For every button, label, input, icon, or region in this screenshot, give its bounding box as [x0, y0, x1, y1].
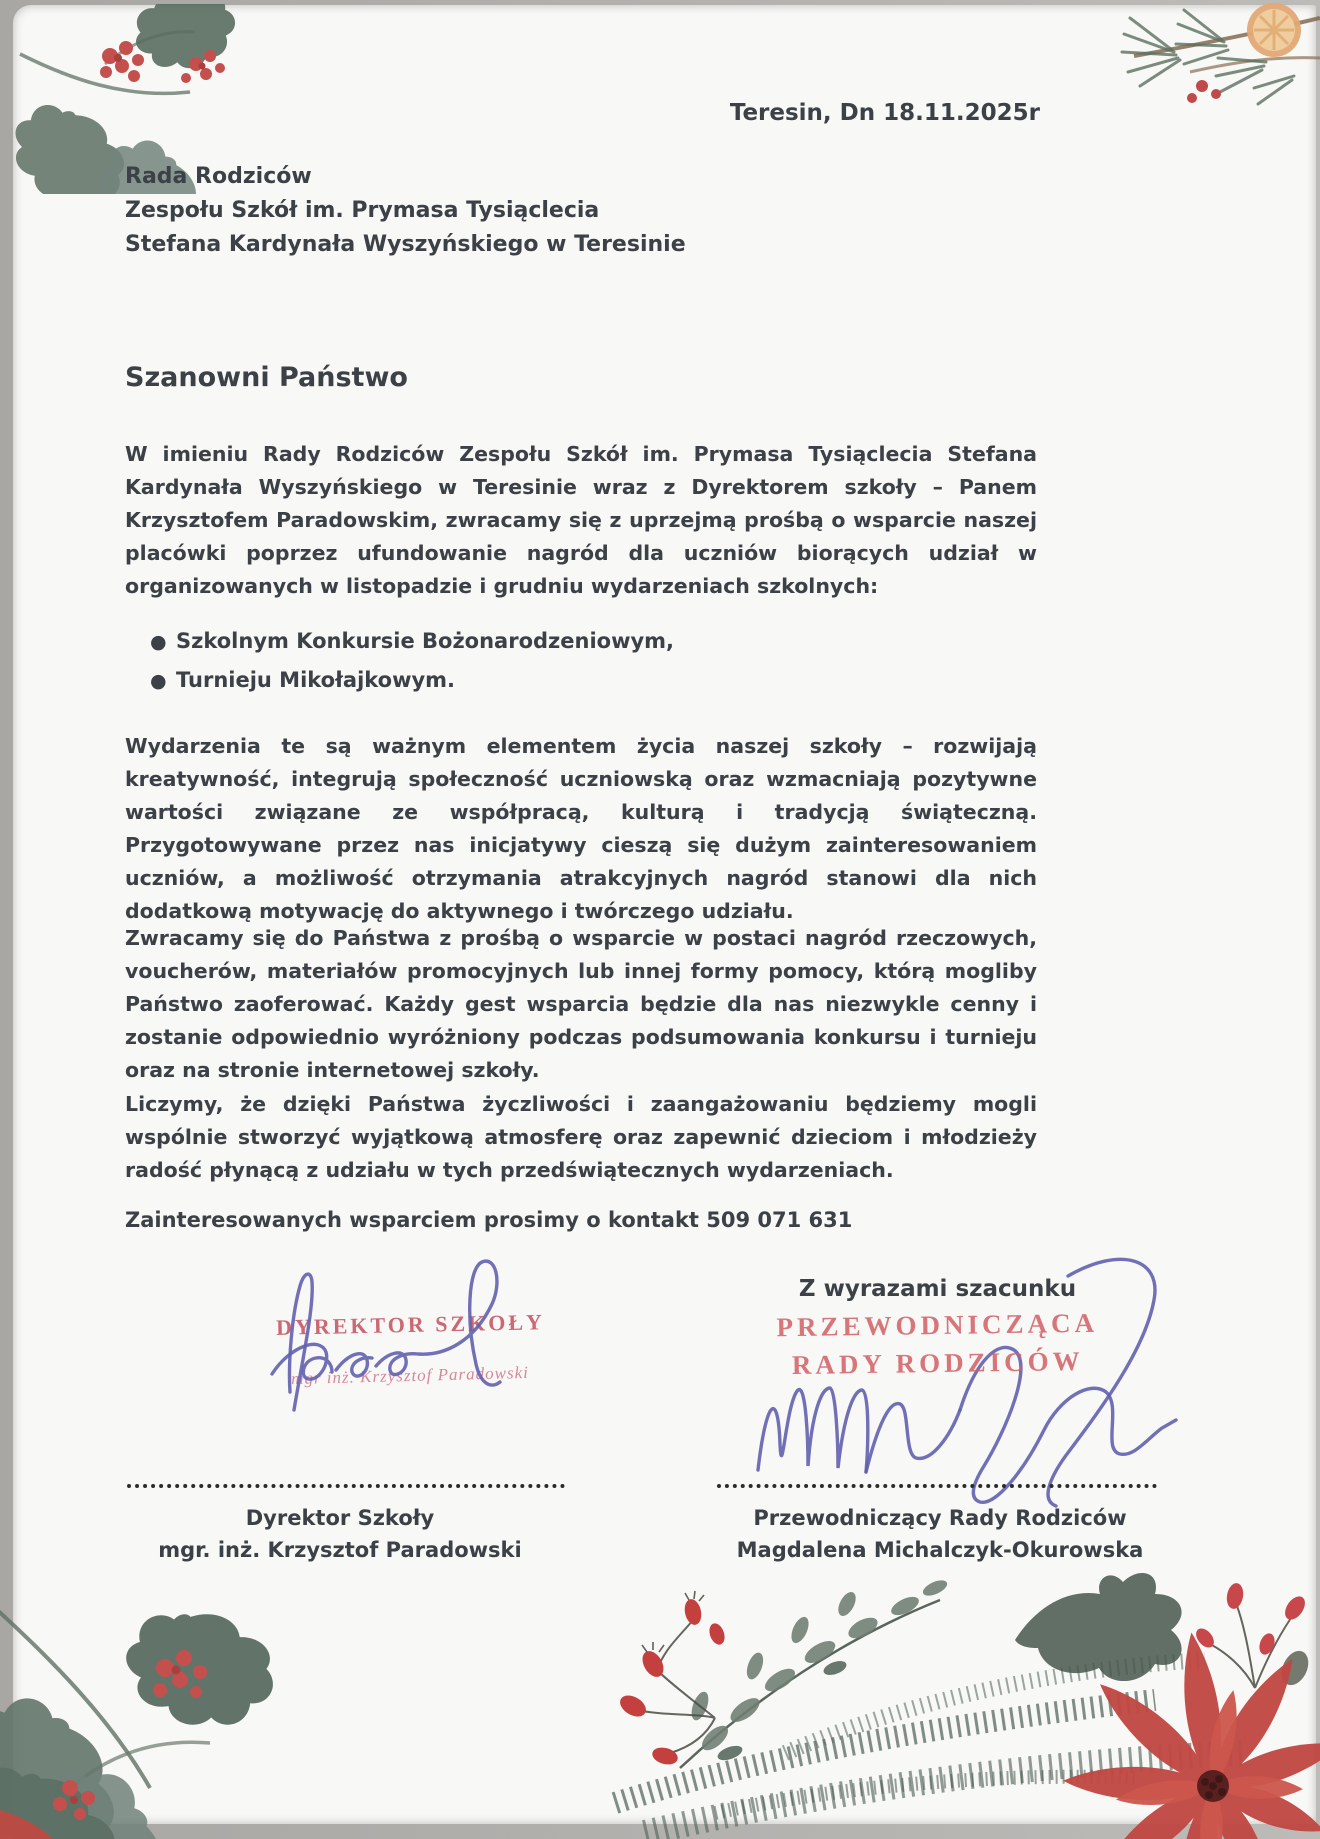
holly-decoration-bottom-left-icon: [0, 1548, 335, 1839]
recipient-line-1: Rada Rodziców: [125, 164, 312, 189]
director-stamp-name: mgr inż. Krzysztof Paradowski: [290, 1362, 530, 1389]
bullet-item-santa-tournament: [150, 661, 674, 700]
director-signature-ink: [228, 1242, 573, 1447]
director-printed-name: mgr. inż. Krzysztof Paradowski: [158, 1538, 522, 1562]
paragraph-request: W imieniu Rady Rodziców Zespołu Szkół im. Prymasa Tysiąclecia Stefana Kardynała Wyszyńskiego w Teresinie wraz z Dyrektorem szkoły – Panem Krzysztofem Paradowskim, zwracamy się z uprzejmą prośbą o wsparcie naszej placówki poprzez ufundowanie nagród dla uczniów biorących udział w organizowanych w listopadzie i grudniu wydarzeniach szkolnych:: [125, 442, 1037, 598]
recipient-line-3: Stefana Kardynała Wyszyńskiego w Teresinie: [125, 232, 686, 257]
director-stamp-title: DYREKTOR SZKOŁY: [275, 1309, 546, 1340]
contact-line: Zainteresowanych wsparciem prosimy o kontakt 509 071 631: [125, 1208, 853, 1232]
paragraph-hopes: Liczymy, że dzięki Państwa życzliwości i zaangażowaniu będziemy mogli wspólnie stworzyć wyjątkową atmosferę oraz zapewnić dzieciom i młodzieży radość płynącą z udziału w tych przedświątecznych wydarzeniach.: [125, 1092, 1037, 1182]
events-bullet-list: [150, 622, 674, 700]
director-signature-block: [115, 1502, 565, 1566]
chairwoman-signature-block: [715, 1502, 1165, 1566]
bullet-item-label: Turnieju Mikołajkowym.: [176, 668, 456, 692]
salutation: Szanowni Państwo: [125, 362, 408, 393]
paragraph-events-importance: Wydarzenia te są ważnym elementem życia naszej szkoły – rozwijają kreatywność, integrują społeczność uczniowską oraz wzmacniają pozytywne wartości związane ze współpracą, kulturą i tradycją świąteczną. Przygotowywane przez nas inicjatywy cieszą się dużym zainteresowaniem uczniów, a możliwość otrzymania atrakcyjnych nagród stanowi dla nich dodatkową motywację do aktywnego i twórczego udziału.: [125, 734, 1037, 923]
chairwoman-printed-title: Przewodniczący Rady Rodziców: [753, 1506, 1127, 1530]
bullet-dot-icon: ●: [150, 670, 167, 692]
chairwoman-stamp-line-2: RADY RODZICÓW: [791, 1345, 1084, 1381]
chairwoman-printed-name: Magdalena Michalczyk-Okurowska: [736, 1538, 1144, 1562]
recipient-line-2: Zespołu Szkół im. Prymasa Tysiąclecia: [125, 198, 600, 223]
closing-phrase: Z wyrazami szacunku: [798, 1276, 1077, 1302]
bullet-item-label: Szkolnym Konkursie Bożonarodzeniowym,: [176, 629, 675, 653]
chairwoman-stamp: [714, 1303, 1160, 1385]
director-printed-title: Dyrektor Szkoły: [245, 1506, 435, 1530]
bullet-item-christmas-contest: [150, 622, 674, 661]
paragraph-support-forms: Zwracamy się do Państwa z prośbą o wsparcie w postaci nagród rzeczowych, voucherów, materiałów promocyjnych lub innej formy pomocy, którą mogliby Państwo zaoferować. Każdy gest wsparcia będzie dla nas niezwykle cenny i zostanie odpowiednio wyróżniony podczas podsumowania konkursu i turnieju oraz na stronie internetowej szkoły.: [125, 926, 1037, 1082]
fir-poinsettia-decoration-bottom-right-icon: [595, 1548, 1320, 1839]
letter-date: Teresin, Dn 18.11.2025r: [729, 100, 1040, 126]
signature-dotted-line-right: [717, 1484, 1157, 1488]
chairwoman-stamp-line-1: PRZEWODNICZĄCA: [776, 1307, 1099, 1343]
signature-dotted-line-left: [127, 1484, 565, 1488]
recipient-block: [125, 160, 686, 262]
bullet-dot-icon: ●: [150, 631, 167, 653]
